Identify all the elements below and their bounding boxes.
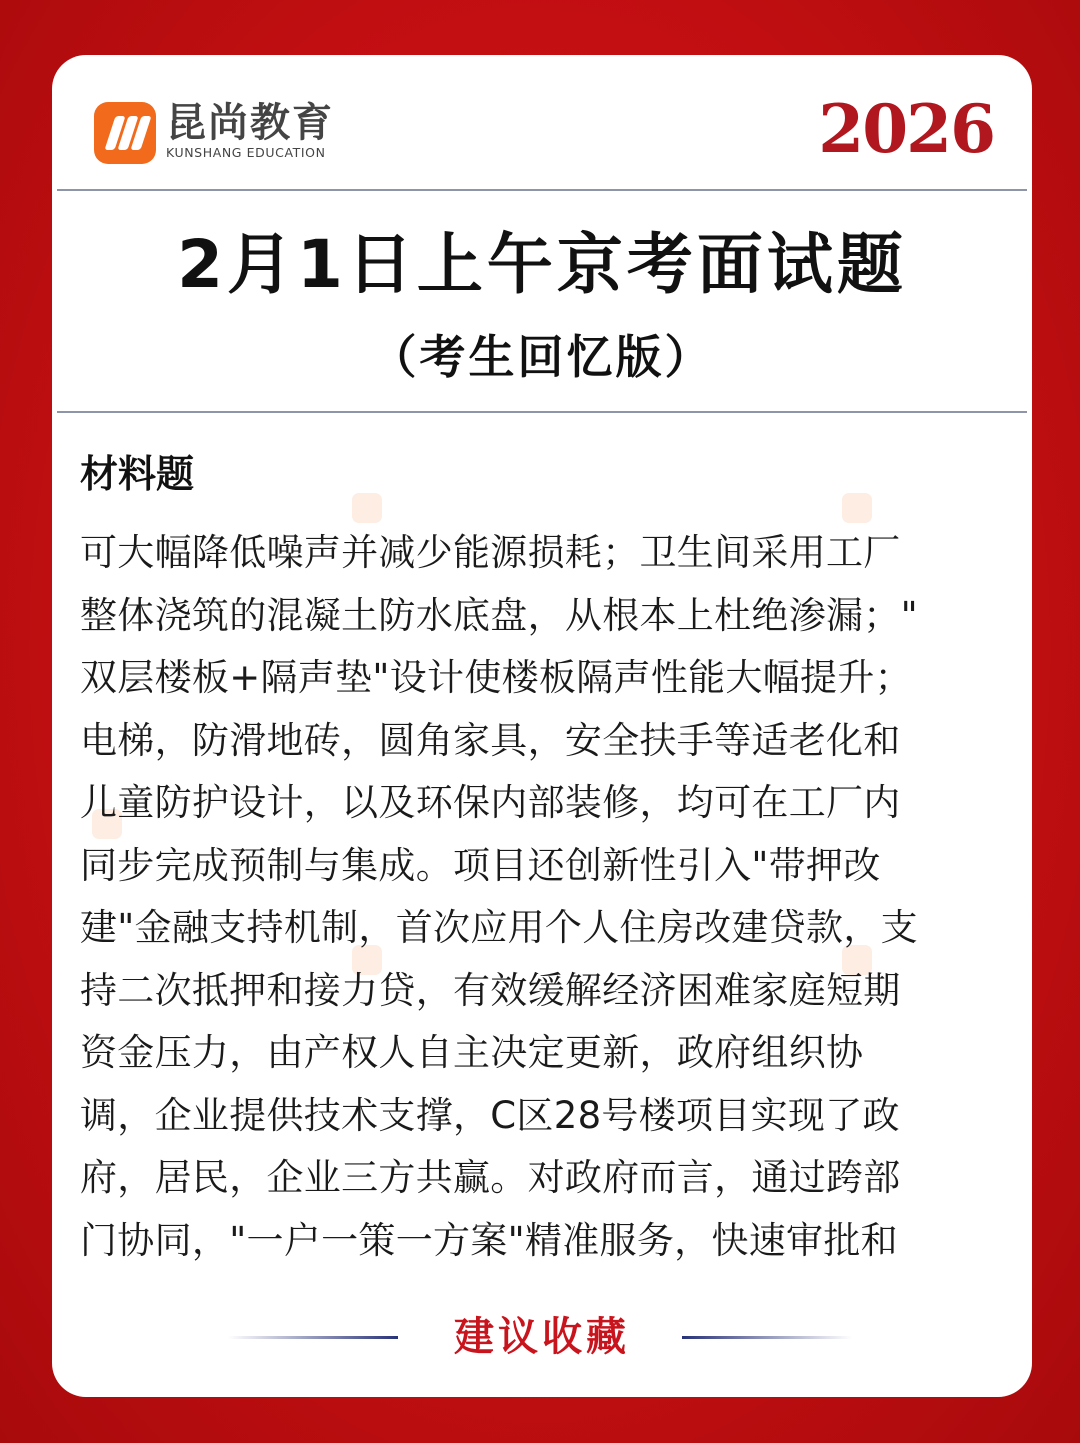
text-line: 资金压力，由产权人自主决定更新，政府组织协 (80, 1031, 864, 1074)
text-line: 调，企业提供技术支撑，C区28号楼项目实现了政 (80, 1093, 900, 1137)
content-card (52, 55, 1032, 1397)
text-line: 门协同，"一户一策一方案"精准服务，快速审批和 (80, 1218, 898, 1262)
text-line: 同步完成预制与集成。项目还创新性引入"带押改 (80, 843, 881, 887)
kunshang-logo-icon (94, 102, 156, 164)
material-text (80, 522, 1020, 1272)
section-title: 材料题 (80, 452, 195, 496)
text-line: 整体浇筑的混凝土防水底盘，从根本上杜绝渗漏；" (80, 593, 918, 637)
text-line: 持二次抵押和接力贷，有效缓解经济困难家庭短期 (80, 968, 901, 1012)
year-label: 2026 (818, 90, 994, 168)
text-line: 府，居民，企业三方共赢。对政府而言，通过跨部 (80, 1156, 901, 1199)
watermark-logo-icon (842, 491, 880, 526)
text-line: 可大幅降低噪声并减少能源损耗；卫生间采用工厂 (80, 531, 901, 574)
watermark-logo-icon (352, 491, 390, 526)
text-line: 儿童防护设计，以及环保内部装修，均可在工厂内 (80, 781, 901, 824)
brand-name-en: KUNSHANG EDUCATION (166, 145, 326, 160)
header-divider (57, 189, 1027, 191)
text-line: 双层楼板+隔声垫"设计使楼板隔声性能大幅提升； (80, 656, 912, 699)
page-title: 2月1日上午京考面试题 (177, 226, 907, 303)
text-line: 建"金融支持机制，首次应用个人住房改建贷款，支 (80, 906, 918, 949)
title-divider (57, 411, 1027, 413)
brand-name-cn: 昆尚教育 (166, 100, 334, 146)
footer-label: 建议收藏 (454, 1314, 630, 1360)
page-subtitle: （考生回忆版） (370, 330, 714, 384)
footer-divider-right (682, 1336, 852, 1339)
text-line: 电梯，防滑地砖，圆角家具，安全扶手等适老化和 (80, 718, 901, 762)
